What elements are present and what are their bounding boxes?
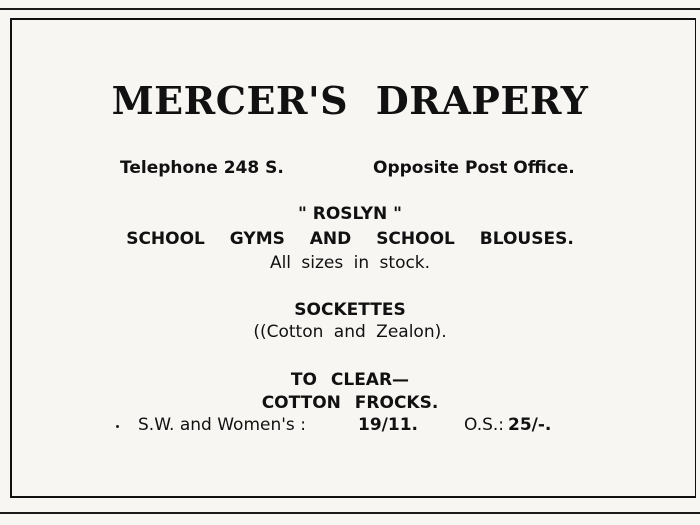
top-rule: [0, 8, 700, 10]
sizes-note: All sizes in stock.: [269, 253, 431, 273]
shop-name: MERCER'S DRAPERY: [111, 78, 589, 123]
os-label: O.S.:: [464, 415, 505, 435]
print-speck: [116, 425, 119, 428]
clearance-heading: TO CLEAR—: [290, 370, 410, 390]
telephone-text: Telephone 248 S.: [120, 158, 284, 178]
sockettes-note: ((Cotton and Zealon).: [253, 322, 447, 342]
product-line: SCHOOL GYMS AND SCHOOL BLOUSES.: [126, 229, 574, 249]
sw-price: 19/11.: [358, 415, 418, 435]
sockettes-heading: SOCKETTES: [294, 300, 406, 320]
frocks-heading: COTTON FROCKS.: [261, 393, 439, 413]
bottom-rule: [0, 512, 700, 514]
brand-name: " ROSLYN ": [297, 204, 403, 224]
location-text: Opposite Post Office.: [373, 158, 575, 178]
sw-label: S.W. and Women's :: [138, 415, 306, 435]
os-price: 25/-.: [508, 415, 552, 435]
